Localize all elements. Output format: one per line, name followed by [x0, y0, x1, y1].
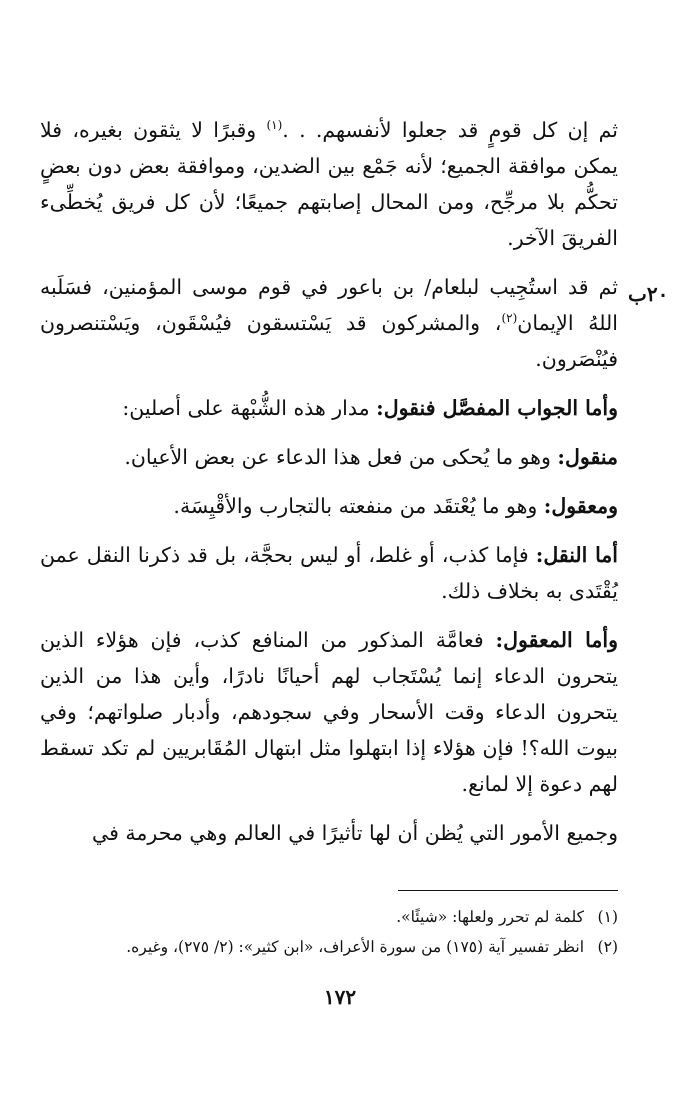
- bold-heading-text: وأما الجواب المفصَّل فنقول:: [376, 396, 618, 420]
- footnote-number: (١): [597, 908, 618, 926]
- paragraph-text: ، والمشركون قد يَسْتسقون فيُسْقَون، ويَسْتنصرون فيُنْصَرون.: [40, 311, 618, 371]
- bold-heading-text: وأما المعقول:: [495, 628, 618, 652]
- paragraph-text: فعامَّة المذكور من المنافع كذب، فإن هؤلاء الذين يتحرون الدعاء إنما يُسْتَجاب لهم أحيانًا نادرًا، وأين هذا من الذين يتحرون الدعاء وقت الأسحار وفي سجودهم، وأدبار صلواتهم؛ وفي بيوت الله؟! فإن هؤلاء إذا ابتهلوا مثل ابتهال المُقَابريين لم تكد تسقط لهم دعوة إلا لمانع.: [40, 628, 618, 796]
- paragraph: [40, 112, 618, 256]
- bold-heading-text: ومعقول:: [543, 494, 618, 518]
- footnote-marker: (٢): [501, 311, 518, 326]
- footnotes: [40, 902, 618, 962]
- paragraph-text: مدار هذه الشُّبْهة على أصلين:: [122, 396, 377, 420]
- footnote-item: [40, 932, 618, 962]
- paragraph-text: فإما كذب، أو غلط، أو ليس بحجَّة، بل قد ذكرنا النقل عمن يُقْتَدى به بخلاف ذلك.: [40, 543, 618, 603]
- body-text: [40, 112, 618, 864]
- paragraph-text: ثم إن كل قومٍ قد جعلوا لأنفسهم. . .: [282, 118, 618, 142]
- footnote-marker: (١): [266, 118, 283, 133]
- paragraph: [40, 439, 618, 475]
- paragraph: [40, 488, 618, 524]
- footnote-text: كلمة لم تحرر ولعلها: «شيئًا».: [396, 908, 584, 926]
- paragraph: [40, 815, 618, 851]
- paragraph-text: وقبرًا لا يثقون بغيره، فلا يمكن موافقة الجميع؛ لأنه جَمْع بين الضدين، وموافقة بعض دون بعضٍ تحكُّم بلا مرجِّح، ومن المحال إصابتهم جميعًا؛ لأن كل فريق يُخطِّىء الفريقَ الآخر.: [40, 118, 618, 250]
- paragraph: [40, 390, 618, 426]
- paragraph: [40, 622, 618, 802]
- paragraph-text: ثم قد استُجِيب لبلعام/ بن باعور في قوم موسى المؤمنين، فسَلَبه اللهُ الإيمان: [40, 275, 619, 335]
- footnote-text: انظر تفسير آية (١٧٥) من سورة الأعراف، «ابن كثير»: (٢/ ٢٧٥)، وغيره.: [126, 938, 584, 956]
- footnote-number: (٢): [597, 938, 618, 956]
- page-number: ١٧٢: [323, 985, 357, 1009]
- paragraph-text: وهو ما يُعْتقَد من منفعته بالتجارب والأقْيِسَة.: [173, 494, 544, 518]
- paragraph: [40, 269, 618, 377]
- bold-heading-text: أما النقل:: [535, 543, 618, 567]
- margin-folio-note: ٢٠ب: [628, 282, 669, 306]
- paragraph: [40, 537, 618, 609]
- bold-heading-text: منقول:: [557, 445, 618, 469]
- footnote-divider: [398, 890, 618, 891]
- paragraph-text: وهو ما يُحكى من فعل هذا الدعاء عن بعض الأعيان.: [124, 445, 558, 469]
- paragraph-text: وجميع الأمور التي يُظن أن لها تأثيرًا في العالم وهي محرمة في: [92, 821, 618, 845]
- footnote-item: [40, 902, 618, 932]
